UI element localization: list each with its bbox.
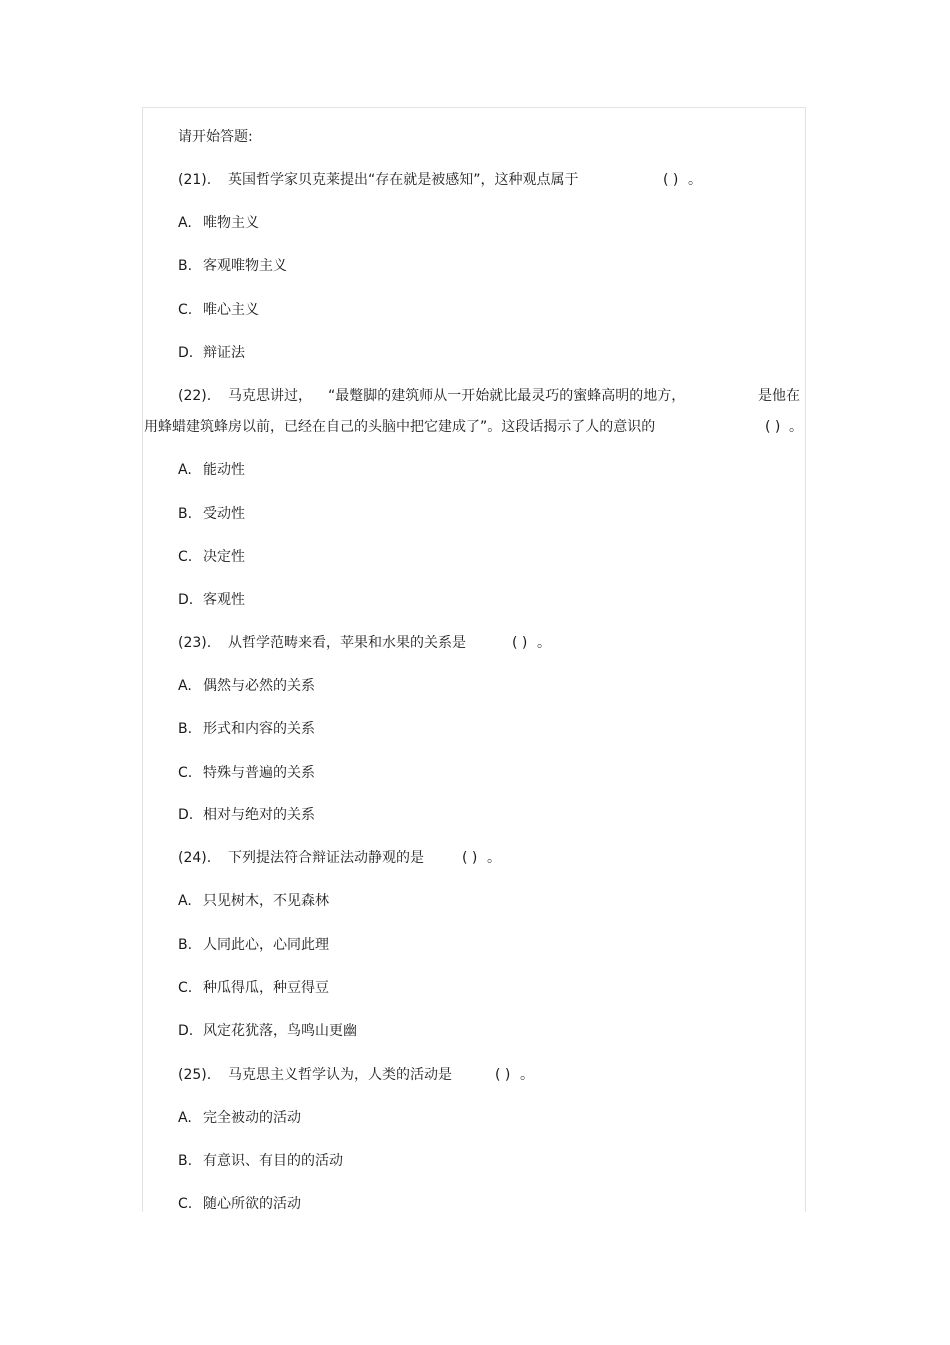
question-22 [178, 387, 312, 405]
answer-blank[interactable]: ( ) [765, 419, 781, 435]
option-a[interactable]: A. 完全被动的活动 [178, 1110, 301, 1126]
intro-text: 请开始答题: [178, 129, 253, 145]
question-text: 英国哲学家贝克莱提出“存在就是被感知”，这种观点属于 [228, 172, 579, 188]
option-b[interactable]: B. 客观唯物主义 [178, 258, 287, 274]
answer-blank[interactable]: ( ) [462, 850, 478, 866]
question-21 [178, 171, 579, 189]
option-d[interactable]: D. 相对与绝对的关系 [178, 807, 315, 823]
option-a[interactable]: A. 偶然与必然的关系 [178, 678, 315, 694]
question-number: (23). [178, 635, 212, 651]
question-number: (21). [178, 172, 212, 188]
option-c[interactable]: C. 特殊与普遍的关系 [178, 765, 315, 781]
option-a[interactable]: A. 唯物主义 [178, 215, 259, 231]
question-24 [178, 849, 424, 867]
option-c[interactable]: C. 随心所欲的活动 [178, 1196, 301, 1212]
option-a[interactable]: A. 只见树木，不见森林 [178, 893, 329, 909]
question-text-part3: 是他在 [758, 388, 800, 404]
answer-blank[interactable]: ( ) [495, 1067, 511, 1083]
option-c[interactable]: C. 种瓜得瓜，种豆得豆 [178, 980, 329, 996]
question-23 [178, 634, 466, 652]
option-a[interactable]: A. 能动性 [178, 462, 245, 478]
answer-blank[interactable]: ( ) [512, 635, 528, 651]
question-text: 从哲学范畴来看，苹果和水果的关系是 [228, 635, 466, 651]
question-number: (25). [178, 1067, 212, 1083]
option-c[interactable]: C. 决定性 [178, 549, 245, 565]
option-d[interactable]: D. 风定花犹落，鸟鸣山更幽 [178, 1023, 357, 1039]
question-text-part2: “最蹩脚的建筑师从一开始就比最灵巧的蜜蜂高明的地方， [328, 388, 686, 404]
question-end: 。 [789, 419, 803, 435]
question-end: 。 [520, 1067, 534, 1083]
question-text: 马克思主义哲学认为，人类的活动是 [228, 1067, 452, 1083]
option-b[interactable]: B. 受动性 [178, 506, 245, 522]
question-end: 。 [688, 172, 702, 188]
question-text-part1: 马克思讲过， [228, 388, 312, 404]
answer-blank[interactable]: ( ) [663, 172, 679, 188]
option-b[interactable]: B. 形式和内容的关系 [178, 721, 315, 737]
question-end: 。 [537, 635, 551, 651]
option-d[interactable]: D. 辩证法 [178, 345, 245, 361]
option-d[interactable]: D. 客观性 [178, 592, 245, 608]
option-c[interactable]: C. 唯心主义 [178, 302, 259, 318]
question-end: 。 [487, 850, 501, 866]
option-b[interactable]: B. 人同此心，心同此理 [178, 937, 329, 953]
option-b[interactable]: B. 有意识、有目的的活动 [178, 1153, 343, 1169]
question-text-line2: 用蜂蜡建筑蜂房以前，已经在自己的头脑中把它建成了”。这段话揭示了人的意识的 [144, 419, 656, 435]
question-25 [178, 1066, 452, 1084]
question-number: (24). [178, 850, 212, 866]
question-text: 下列提法符合辩证法动静观的是 [228, 850, 424, 866]
question-number: (22). [178, 388, 212, 404]
